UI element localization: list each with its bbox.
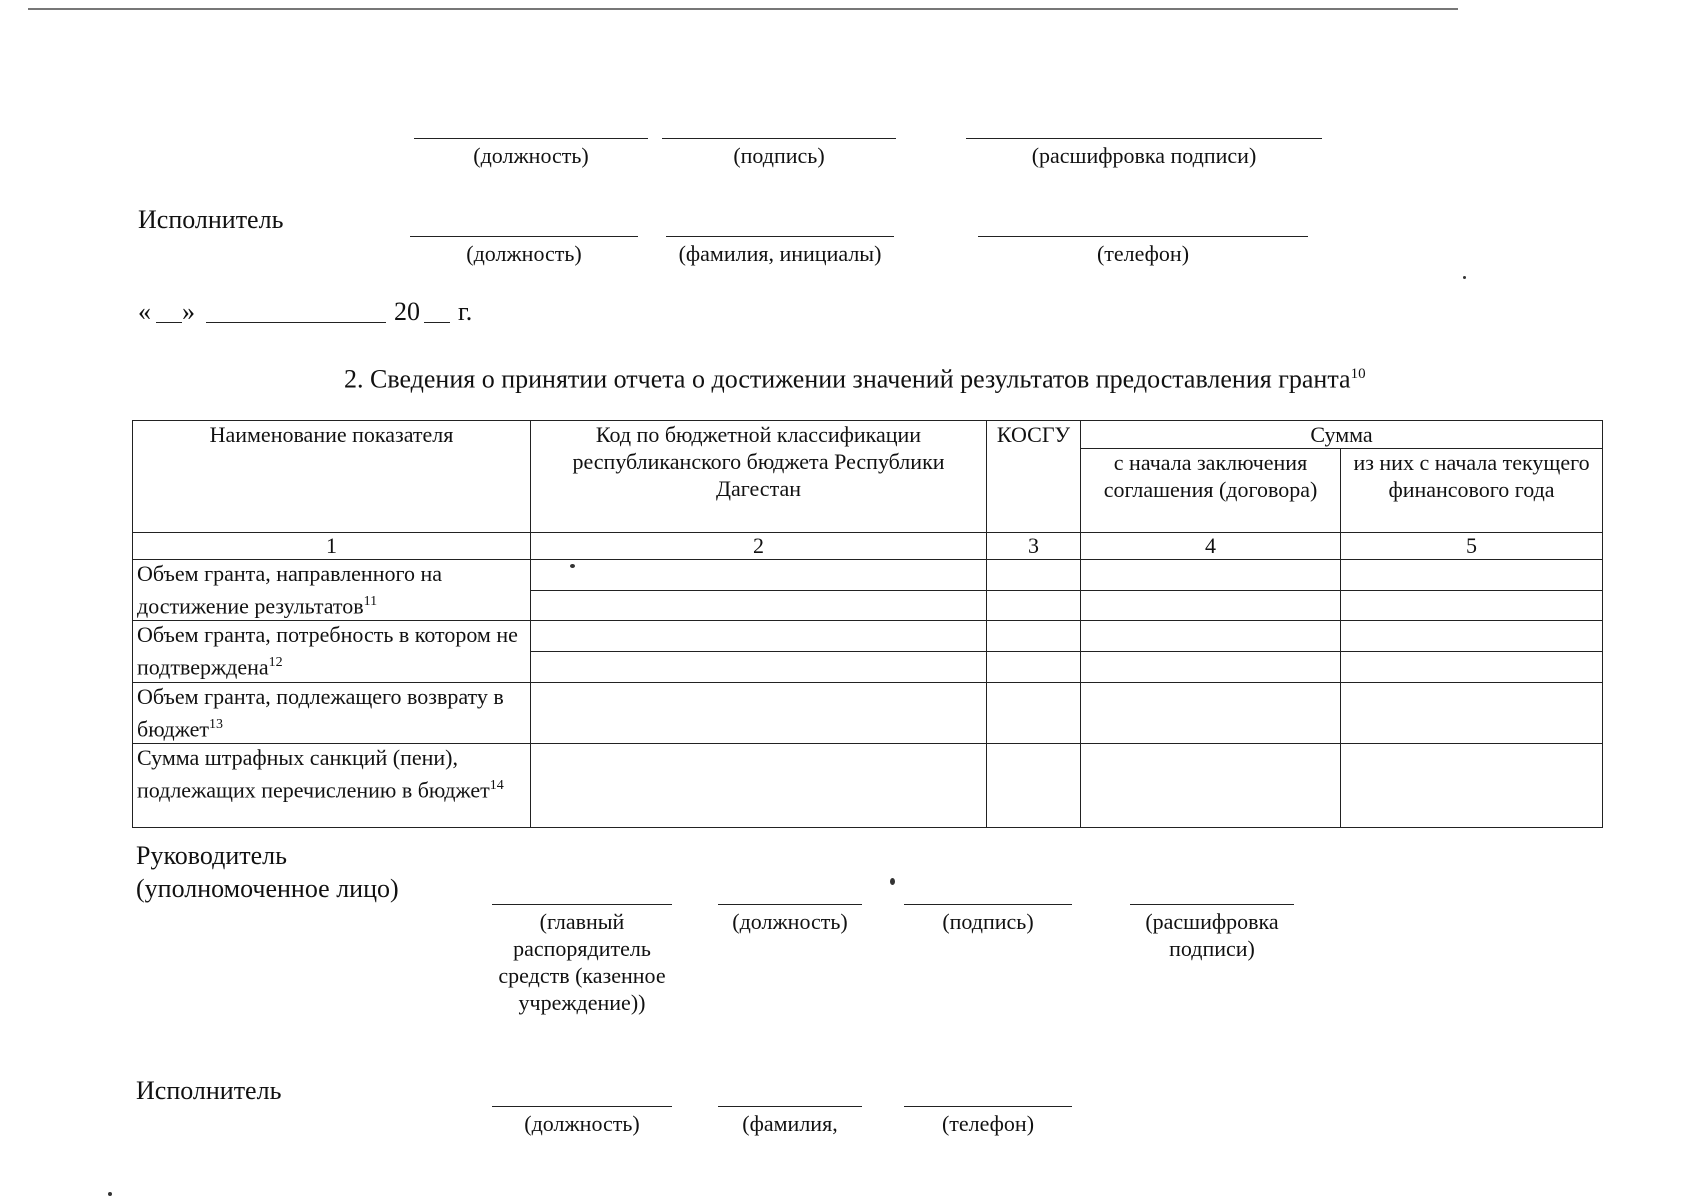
table-cell	[1081, 621, 1341, 652]
table-row	[133, 560, 1603, 591]
table-cell	[531, 590, 987, 621]
manager-label-line2: (уполномоченное лицо)	[136, 874, 399, 903]
table-cell	[1341, 682, 1603, 743]
page-top-rule	[28, 8, 1458, 10]
table-cell	[531, 743, 987, 827]
table-row	[133, 682, 1603, 743]
table-cell	[1081, 590, 1341, 621]
row-label-text: Объем гранта, потребность в котором не подтверждена	[137, 622, 518, 680]
table-cell	[1081, 682, 1341, 743]
header-sum-from-start: с начала заключения соглашения (договора)	[1081, 449, 1341, 533]
table-cell	[987, 590, 1081, 621]
table-cell	[987, 651, 1081, 682]
performer-phone-line	[978, 236, 1308, 237]
row-label	[133, 743, 531, 827]
table-cell	[987, 682, 1081, 743]
section-title	[344, 358, 1366, 396]
scan-speck	[570, 564, 575, 568]
column-number-3: 3	[987, 533, 1081, 560]
table-cell	[531, 651, 987, 682]
scan-speck	[890, 878, 895, 885]
header-budget-code: Код по бюджетной классификации республиканского бюджета Республики Дагестан	[531, 421, 987, 533]
row-label	[133, 560, 531, 621]
row-label	[133, 682, 531, 743]
table-row	[133, 621, 1603, 652]
signature-caption: (подпись)	[733, 143, 825, 168]
row-label-footnote: 11	[363, 594, 378, 609]
performer-position-line	[410, 236, 638, 237]
manager-distributor-caption: (главный распорядитель средств (казенное учреждение))	[498, 909, 666, 1015]
scan-speck	[108, 1192, 112, 1196]
table-cell	[1081, 651, 1341, 682]
performer-bottom-phone-caption: (телефон)	[941, 1111, 1035, 1136]
section-title-footnote: 10	[1350, 366, 1366, 382]
table-cell	[1341, 743, 1603, 827]
table-row	[133, 743, 1603, 827]
table-cell	[1081, 560, 1341, 591]
header-sum-current-year: из них с начала текущего финансового года	[1341, 449, 1603, 533]
scan-speck	[1463, 276, 1466, 279]
signature-line	[662, 138, 896, 139]
header-sum: Сумма	[1081, 421, 1603, 449]
header-kosgu: КОСГУ	[987, 421, 1081, 533]
row-label-text: Объем гранта, подлежащего возврату в бюджет	[137, 683, 504, 741]
manager-signature-caption: (подпись)	[942, 909, 1034, 934]
column-number-2: 2	[531, 533, 987, 560]
performer-position-caption: (должность)	[466, 241, 582, 266]
table-cell	[531, 682, 987, 743]
manager-position-caption: (должность)	[732, 909, 848, 934]
signature-decoding-line	[966, 138, 1322, 139]
manager-decoding-line	[1130, 904, 1294, 905]
manager-decoding-caption: (расшифровка подписи)	[1145, 909, 1279, 961]
table-cell	[531, 560, 987, 591]
performer-bottom-phone-line	[904, 1106, 1072, 1107]
manager-label-line1: Руководитель	[136, 841, 287, 870]
date-year-prefix: 20	[394, 297, 420, 326]
table-cell	[1341, 590, 1603, 621]
table-cell	[987, 743, 1081, 827]
performer-bottom-name-line	[718, 1106, 862, 1107]
column-number-1: 1	[133, 533, 531, 560]
table-cell	[1081, 743, 1341, 827]
section-title-text: 2. Сведения о принятии отчета о достижении значений результатов предоставления гранта	[344, 364, 1351, 394]
performer-bottom-name-caption: (фамилия,	[742, 1111, 838, 1136]
date-close-quote: »	[182, 297, 195, 326]
table-cell	[1341, 651, 1603, 682]
column-number-4: 4	[1081, 533, 1341, 560]
performer-label: Исполнитель	[138, 205, 284, 234]
table-cell	[987, 560, 1081, 591]
table-cell	[1341, 621, 1603, 652]
date-month-blank	[206, 322, 386, 323]
manager-position-line	[718, 904, 862, 905]
position-signature-line	[414, 138, 648, 139]
position-caption: (должность)	[473, 143, 589, 168]
signature-decoding-caption: (расшифровка подписи)	[1031, 143, 1257, 168]
report-table	[132, 420, 1603, 828]
column-number-5: 5	[1341, 533, 1603, 560]
performer-name-caption: (фамилия, инициалы)	[678, 241, 882, 266]
manager-signature-line	[904, 904, 1072, 905]
table-cell	[987, 621, 1081, 652]
table-cell	[531, 621, 987, 652]
date-open-quote: «	[138, 297, 151, 326]
row-label-text: Сумма штрафных санкций (пени), подлежащих перечислению в бюджет	[137, 744, 490, 803]
row-label-footnote: 12	[268, 655, 283, 671]
row-label-footnote: 13	[209, 716, 223, 732]
performer-name-line	[666, 236, 894, 237]
row-label-text: Объем гранта, направленного на достижение результатов	[137, 561, 442, 619]
performer-bottom-position-line	[492, 1106, 672, 1107]
row-label	[133, 621, 531, 682]
manager-distributor-line	[492, 904, 672, 905]
header-indicator-name: Наименование показателя	[133, 421, 531, 533]
row-label-footnote: 14	[489, 777, 504, 793]
date-year-suffix: г.	[458, 297, 473, 326]
performer-bottom-label: Исполнитель	[136, 1076, 282, 1105]
date-day-blank	[156, 322, 182, 323]
date-year-blank	[424, 322, 450, 323]
performer-bottom-position-caption: (должность)	[524, 1111, 640, 1136]
performer-phone-caption: (телефон)	[1096, 241, 1190, 266]
table-cell	[1341, 560, 1603, 591]
